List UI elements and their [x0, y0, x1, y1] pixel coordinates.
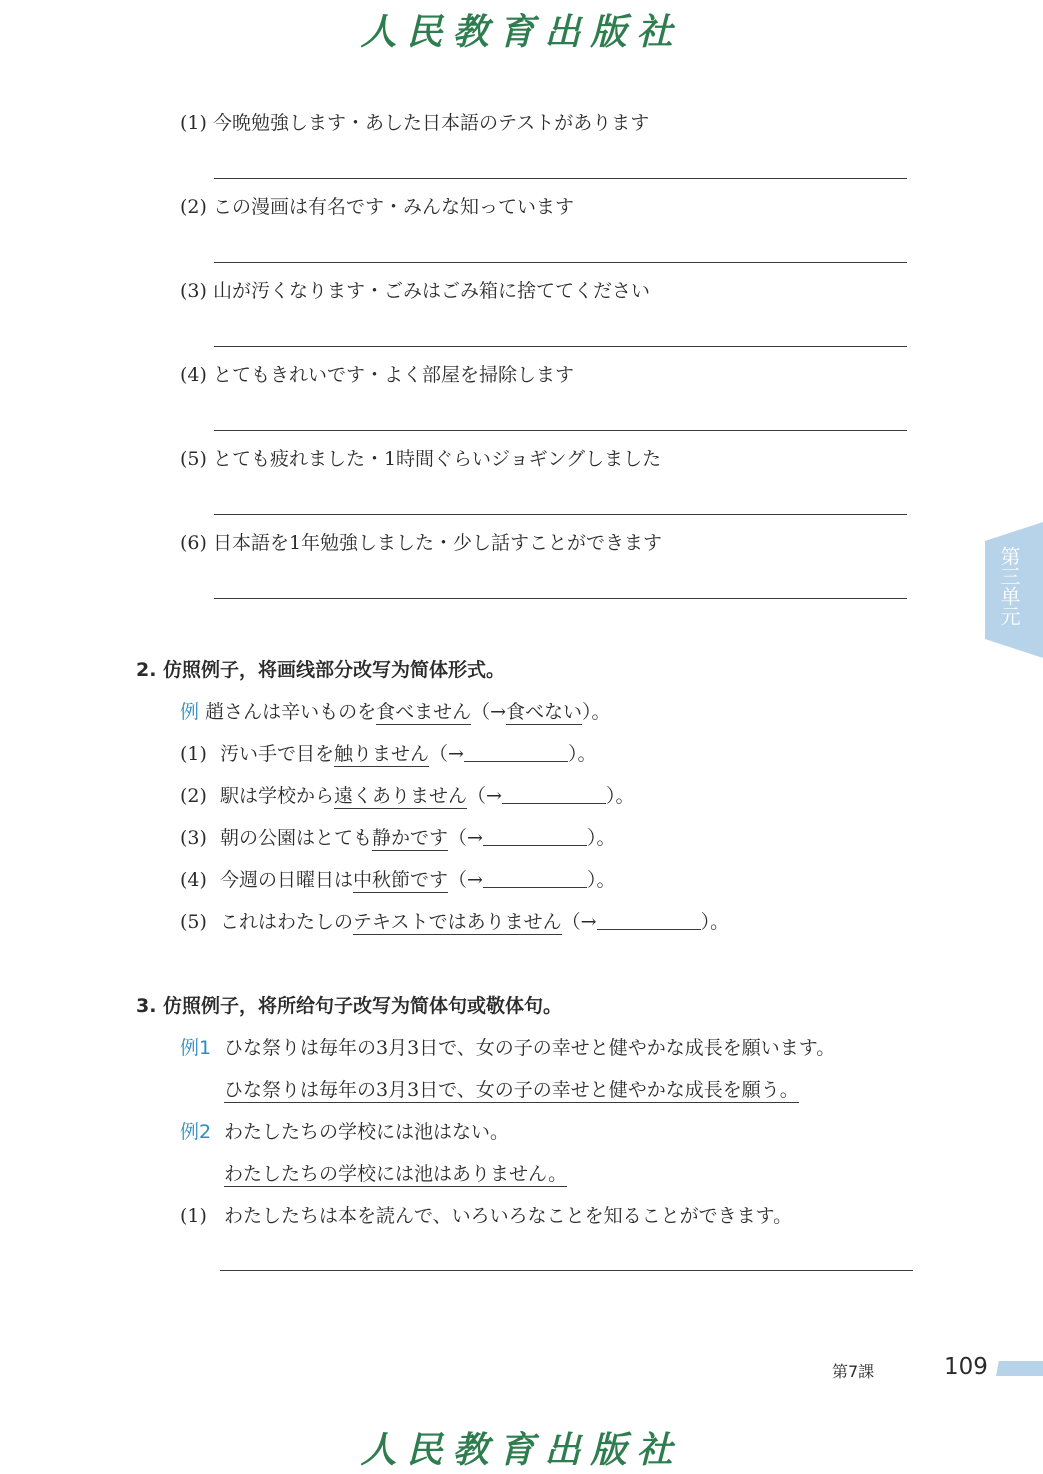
- exercise-3-example-1: 例1 ひな祭りは毎年の3月3日で、女の子の幸せと健やかな成長を願います。: [180, 1037, 836, 1059]
- underlined-phrase: 遠くありません: [334, 785, 468, 807]
- item-number: (1): [180, 112, 207, 134]
- lesson-label: 第7課: [832, 1362, 875, 1381]
- example-label: 例2: [180, 1121, 212, 1143]
- underlined-phrase: 静かです: [372, 827, 449, 849]
- exercise-2-item-1: (1) 汚い手で目を触りません（→ ）。: [180, 743, 597, 765]
- item-text: 日本語を1年勉強しました・少し話すことができます: [212, 532, 663, 554]
- answer-line[interactable]: [214, 514, 907, 515]
- example-label: 例1: [180, 1037, 212, 1059]
- exercise-2-example: 例 趙さんは辛いものを食べません（→食べない）。: [180, 701, 611, 723]
- exercise-3-item-1: (1) わたしたちは本を読んで、いろいろなことを知ることができます。: [180, 1205, 793, 1227]
- exercise-1-item-4: [180, 362, 574, 388]
- exercise-2-item-3: (3) 朝の公園はとても静かです（→ ）。: [180, 827, 616, 849]
- exercise-1-item-6: [180, 530, 662, 556]
- underlined-phrase: 食べません: [376, 701, 472, 723]
- publisher-logo: 人民教育出版社: [360, 11, 683, 53]
- item-text: 今晩勉強します・あした日本語のテストがあります: [212, 112, 650, 134]
- item-text: この漫画は有名です・みんな知っています: [212, 196, 574, 218]
- exercise-1-item-2: [180, 194, 574, 220]
- item-text: とても疲れました・1時間ぐらいジョギングしました: [212, 448, 662, 470]
- answer-line[interactable]: [214, 178, 907, 179]
- underlined-phrase: テキストではありません: [353, 911, 562, 933]
- exercise-3-example-2-answer: わたしたちの学校には池はありません。: [224, 1163, 568, 1185]
- answer-blank[interactable]: [597, 911, 701, 930]
- answer-line[interactable]: [214, 262, 907, 263]
- underlined-phrase: 触りません: [334, 743, 430, 765]
- exercise-1-item-1: [180, 110, 649, 136]
- underlined-phrase: 中秋節です: [353, 869, 449, 891]
- answer-blank[interactable]: [483, 827, 587, 846]
- answer-line[interactable]: [214, 598, 907, 599]
- exercise-3-heading: 3. 仿照例子，将所给句子改写为简体句或敬体句。: [136, 995, 563, 1017]
- publisher-logo-footer: 人民教育出版社: [360, 1429, 683, 1471]
- answer-blank[interactable]: [464, 743, 568, 762]
- exercise-1-item-3: [180, 278, 650, 304]
- exercise-2-item-2: (2) 駅は学校から遠くありません（→ ）。: [180, 785, 635, 807]
- example-answer: 食べない: [506, 701, 583, 723]
- exercise-2-item-5: (5) これはわたしのテキストではありません（→ ）。: [180, 911, 730, 933]
- item-number: (3): [180, 280, 207, 302]
- page-number: 109: [944, 1354, 988, 1380]
- item-number: (4): [180, 364, 207, 386]
- exercise-3-example-1-answer: ひな祭りは毎年の3月3日で、女の子の幸せと健やかな成長を願う。: [224, 1079, 799, 1101]
- page-number-bar: [996, 1361, 1043, 1376]
- item-number: (6): [180, 532, 207, 554]
- item-text: 山が汚くなります・ごみはごみ箱に捨ててください: [212, 280, 650, 302]
- example-label: 例: [180, 701, 200, 723]
- answer-line[interactable]: [214, 346, 907, 347]
- item-number: (5): [180, 448, 207, 470]
- unit-side-tab-label: 第三单元: [997, 546, 1021, 626]
- exercise-1-item-5: [180, 446, 661, 472]
- item-number: (2): [180, 196, 207, 218]
- exercise-2-item-4: (4) 今週の日曜日は中秋節です（→ ）。: [180, 869, 616, 891]
- answer-blank[interactable]: [483, 869, 587, 888]
- answer-blank[interactable]: [502, 785, 606, 804]
- answer-line[interactable]: [220, 1270, 913, 1271]
- answer-line[interactable]: [214, 430, 907, 431]
- exercise-3-example-2: 例2 わたしたちの学校には池はない。: [180, 1121, 510, 1143]
- exercise-2-heading: 2. 仿照例子，将画线部分改写为简体形式。: [136, 659, 506, 681]
- item-text: とてもきれいです・よく部屋を掃除します: [212, 364, 574, 386]
